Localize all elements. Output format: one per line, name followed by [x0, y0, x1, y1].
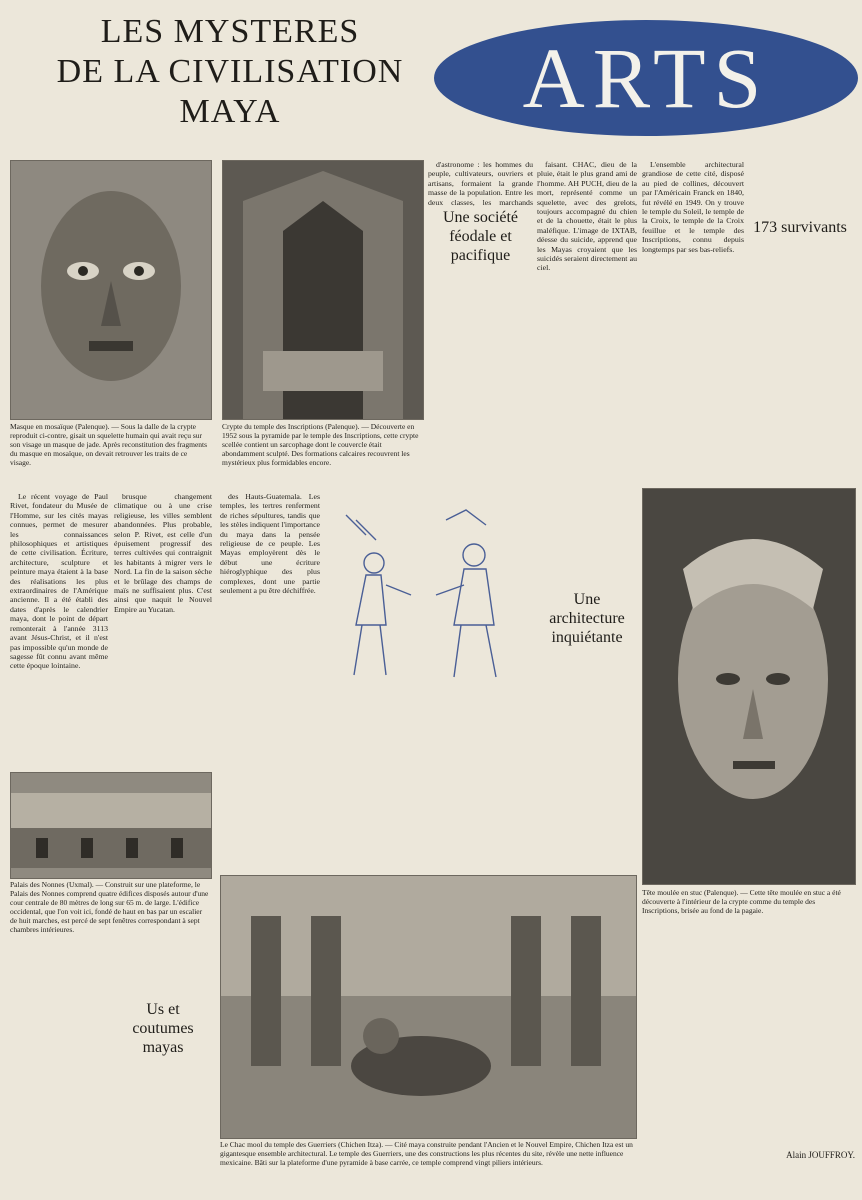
column-3-text [220, 492, 320, 862]
column-2-text [114, 492, 212, 762]
title-line-3: MAYA [179, 93, 281, 130]
heading-feodale: Une société féodale et pacifique [442, 209, 519, 264]
column-3-paragraph: des Hauts-Guatemala. Les temples, les tertres renferment de riches sépultures, tandis que les stèles indiquent l'importance du maya dans la pensée religieuse de ce peuple. Les Mayas employèrent dès le début une écriture hiéroglyphique des plus complexes, dont une partie seulement a pu être déchiffrée. [220, 492, 320, 596]
palace-caption: Palais des Nonnes (Uxmal). — Construit sur une plateforme, le Palais des Nonnes comprend quatre édifices disposés autour d'une cour centrale de 80 mètres de long sur 65 m. de large. L'édifice occidental, que l'on voit ici, fondé de haut en bas par un escalier de huit marches, est percé de sept fenêtres correspondant à sept chambres intérieures. [10, 880, 209, 934]
mask-image [11, 161, 211, 419]
crypt-caption: Crypte du temple des Inscriptions (Palenque). — Découverte en 1952 sous la pyramide par le temple des Inscriptions, cette crypte scellée contient un sarcophage dont le couvercle était abondamment sculpté. Des formations calcaires recouvrent les mystérieux plus formidables encore. [222, 422, 419, 467]
stucco-head-photo [642, 488, 856, 885]
arts-logo [434, 20, 858, 136]
author-signature: Alain JOUFFROY. [786, 1150, 855, 1160]
column-6-paragraph: L'ensemble architectural grandiose de cette cité, disposé au pied de collines, découvert par l'Américain Franck en 1840, fut révélé en 1949. On y trouve le temple du Soleil, le temple de la Croix, le temple de la Croix feuillue et le temple des Inscriptions, connu depuis longtemps par ses bas-reliefs. [642, 160, 744, 254]
chac-mool-photo [220, 875, 637, 1139]
palace-image [11, 773, 211, 878]
title-line-1: LES MYSTERES [100, 13, 360, 50]
column-5-text [537, 160, 637, 580]
column-4-paragraph: d'astronome : les hommes du peuple, cultivateurs, ouvriers et artisans, formaient la grande masse de la population. Entre les deux classes, les marchands [428, 160, 533, 207]
stucco-head-caption: Tête moulée en stuc (Palenque). — Cette tête moulée en stuc a été découverte à l'intérieur de la crypte comme du temple des Inscriptions, brisée au fond de la pagaie. [642, 888, 841, 915]
title-line-2: DE LA CIVILISATION [56, 53, 404, 90]
stucco-head-image [643, 489, 855, 884]
column-1-text [10, 492, 108, 762]
crypt-image [223, 161, 423, 419]
heading-inquietante: Une architecture inquiétante [549, 591, 625, 646]
mask-caption: Masque en mosaïque (Palenque). — Sous la dalle de la crypte reproduit ci-contre, gisait un squelette humain qui avait reçu sur son visage un masque de jade. Après reconstitution des fragments du masque en mosaïque, on devait retrouver les traits de ce visage. [10, 422, 208, 467]
palace-photo [10, 772, 212, 879]
column-5-paragraph: faisant. CHAC, dieu de la pluie, était le plus grand ami de l'homme. AH PUCH, dieu de la mort, représenté comme un squelette, avec des grelots, toujours accompagné du chien et de la chouette, était le plus maléfique. L'image de IXTAB, déesse du suicide, apprend que les Mayas croyaient que les suicidés seraient directement au ciel. [537, 160, 637, 273]
mask-photo [10, 160, 212, 420]
maya-figures-image [326, 495, 526, 685]
chac-mool-caption: Le Chac mool du temple des Guerriers (Chichen Itza). — Cité maya construite pendant l'Ancien et le Nouvel Empire, Chichen Itza est un gigantesque ensemble architectural. Le temple des Guerriers, une des constructions les plus récentes du site, révèle une nette influence mexicaine. Bâti sur la plateforme d'une pyramide à base carrée, ce temple comprend vingt piliers intérieurs. [220, 1140, 633, 1167]
column-4-text [428, 160, 533, 208]
crypt-photo [222, 160, 424, 420]
column-6-text [642, 160, 744, 480]
chac-mool-image [221, 876, 636, 1138]
heading-coutumes: Us et coutumes mayas [132, 1001, 194, 1056]
column-2-paragraph: brusque changement climatique ou à une crise religieuse, les villes semblent abandonnées. Plus probable, selon P. Rivet, est celle d'un épuisement progressif des terres cultivées qui contraignit les habitants à migrer vers le Nord. La fin de la saison sèche et le brûlage des champs de maïs ne suffisaient plus. C'est ainsi que naquit le Nouvel Empire au Yucatan. [114, 492, 212, 614]
page-title [30, 12, 430, 132]
maya-figures-drawing [326, 495, 526, 685]
heading-survivants: 173 survivants [753, 219, 847, 236]
column-1-paragraph: Le récent voyage de Paul Rivet, fondateur du Musée de l'Homme, sur les cités mayas connues, permet de mesurer les connaissances philosophiques et artistiques de cette civilisation. Écriture, architecture, sculpture et peinture maya étaient à la base des réalisations les plus extraordinaires de l'Amérique ancienne. Il a été établi des dates d'après le calendrier maya, dont le point de départ remonterait à l'année 3113 avant Jésus-Christ, et il n'est pas impossible qu'un monde de sagesse fût connu avant même cette époque lointaine. [10, 492, 108, 671]
arts-logo-text: ARTS [522, 30, 770, 126]
